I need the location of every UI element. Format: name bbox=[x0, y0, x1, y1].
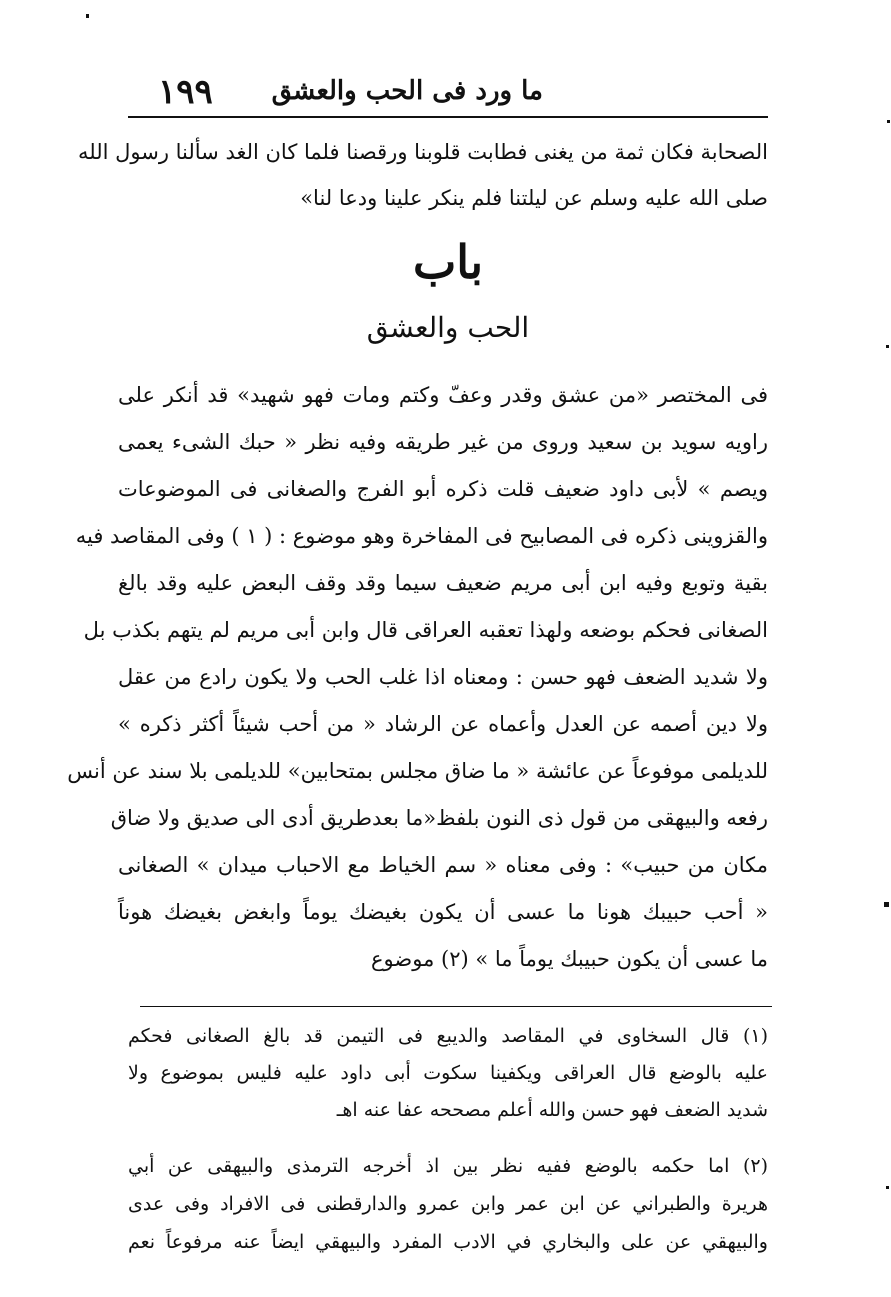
page-number: ١٩٩ bbox=[158, 72, 213, 112]
page-header bbox=[128, 72, 768, 112]
section-title: باب bbox=[412, 235, 484, 289]
body-line: ما عسى أن يكون حبيبك يوماً ما » (٢) موضوع bbox=[371, 947, 768, 971]
body-line: راويه سويد بن سعيد وروى من غير طريقه وفيه نظر « حبك الشىء يعمى bbox=[118, 430, 768, 454]
print-speck bbox=[887, 120, 890, 123]
body-line: « أحب حبيبك هونا ما عسى أن يكون بغيضك يوماً وابغض بغيضك هوناً bbox=[118, 900, 768, 924]
print-speck bbox=[86, 14, 89, 18]
section-subtitle: الحب والعشق bbox=[366, 311, 530, 344]
body-line: والقزوينى ذكره فى المصابيح فى المفاخرة وهو موضوع : ( ١ ) وفى المقاصد فيه bbox=[75, 524, 768, 548]
body-line: ويصم » لأبى داود ضعيف قلت ذكره أبو الفرج والصغانى فى الموضوعات bbox=[118, 477, 768, 501]
footnote-rule bbox=[140, 1006, 772, 1007]
body-line: فى المختصر «من عشق وقدر وعفّ وكتم ومات فهو شهيد» قد أنكر على bbox=[118, 383, 768, 407]
print-speck bbox=[884, 902, 889, 907]
intro-line: صلى الله عليه وسلم عن ليلتنا فلم ينكر علينا ودعا لنا» bbox=[300, 186, 768, 210]
body-line: بقية وتوبع وفيه ابن أبى مريم ضعيف سيما وقد وقف البعض عليه وقد بالغ bbox=[118, 571, 768, 595]
footnote-line: والبيهقي عن على والبخاري في الادب المفرد والبيهقي ايضاً عنه مرفوعاً نعم bbox=[128, 1231, 768, 1253]
footnote-line: هريرة والطبراني عن ابن عمر وابن عمرو والدارقطنى فى الافراد وفى عدى bbox=[128, 1193, 768, 1215]
intro-line: الصحابة فكان ثمة من يغنى فطابت قلوبنا ورقصنا فلما كان الغد سألنا رسول الله bbox=[78, 140, 768, 164]
body-line: الصغانى فحكم بوضعه ولهذا تعقبه العراقى قال وابن أبى مريم لم يتهم بكذب بل bbox=[83, 618, 768, 642]
footnote-line: (١) قال السخاوى في المقاصد والديبع فى التيمن قد بالغ الصغانى فحكم bbox=[128, 1025, 768, 1047]
body-line: ولا دين أصمه عن العدل وأعماه عن الرشاد « من أحب شيئاً أكثر ذكره » bbox=[118, 712, 768, 736]
print-speck bbox=[886, 1186, 889, 1189]
body-line: للديلمى موفوعاً عن عائشة « ما ضاق مجلس بمتحابين» للديلمى بلا سند عن أنس bbox=[67, 759, 768, 783]
body-line: رفعه والبيهقى من قول ذى النون بلفظ«ما بعدطريق أدى الى صديق ولا ضاق bbox=[110, 806, 768, 830]
footnote-line: عليه بالوضع قال العراقى ويكفينا سكوت أبى داود عليه فليس بموضوع ولا bbox=[128, 1062, 768, 1084]
running-title: ما ورد فى الحب والعشق bbox=[271, 76, 543, 106]
print-speck bbox=[886, 345, 889, 348]
header-rule bbox=[128, 116, 768, 118]
footnote-line: شديد الضعف فهو حسن والله أعلم مصححه عفا عنه اهـ bbox=[336, 1099, 768, 1121]
footnote-line: (٢) اما حكمه بالوضع ففيه نظر بين اذ أخرجه الترمذى والبيهقى عن أبي bbox=[128, 1155, 768, 1177]
body-line: ولا شديد الضعف فهو حسن : ومعناه اذا غلب الحب ولا يكون رادع من عقل bbox=[118, 665, 768, 689]
body-line: مكان من حبيب» : وفى معناه « سم الخياط مع الاحباب ميدان » الصغانى bbox=[118, 853, 768, 877]
